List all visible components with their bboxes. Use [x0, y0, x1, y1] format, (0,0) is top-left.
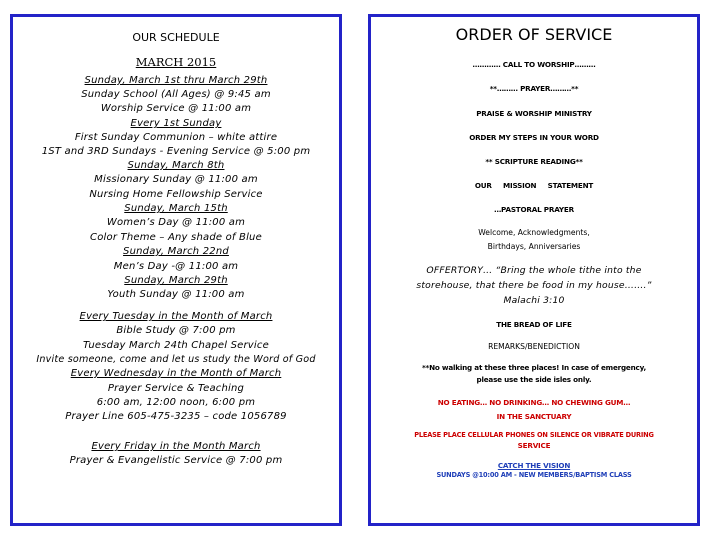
- schedule-line: First Sunday Communion – white attire: [74, 132, 278, 143]
- service-item: PRAISE & WORSHIP MINISTRY: [476, 109, 592, 118]
- class-schedule: SUNDAYS @10:00 AM - NEW MEMBERS/BAPTISM CLASS: [436, 471, 632, 479]
- schedule-line: Invite someone, come and let us study the Word of God: [36, 354, 316, 365]
- phone-notice: SERVICE: [517, 441, 551, 450]
- service-item: ORDER MY STEPS IN YOUR WORD: [469, 133, 599, 142]
- schedule-panel: [10, 14, 342, 526]
- schedule-month: MARCH 2015: [135, 55, 217, 69]
- schedule-line: Youth Sunday @ 11:00 am: [107, 289, 245, 300]
- schedule-line: Nursing Home Fellowship Service: [89, 189, 263, 200]
- schedule-line: Sunday, March 8th: [127, 160, 225, 171]
- notice-line: please use the side isles only.: [476, 375, 592, 384]
- schedule-line: Every Tuesday in the Month of March: [79, 311, 273, 322]
- schedule-heading: OUR SCHEDULE: [132, 31, 220, 44]
- service-item: …PASTORAL PRAYER: [494, 205, 574, 214]
- notice-red: IN THE SANCTUARY: [496, 412, 572, 421]
- schedule-line: Missionary Sunday @ 11:00 am: [94, 174, 258, 185]
- phone-notice: PLEASE PLACE CELLULAR PHONES ON SILENCE OR VIBRATE DURING: [414, 431, 654, 439]
- schedule-line: Prayer & Evangelistic Service @ 7:00 pm: [69, 455, 283, 466]
- schedule-line: Sunday, March 1st thru March 29th: [84, 75, 268, 86]
- schedule-line: Sunday, March 15th: [124, 203, 228, 214]
- schedule-line: Worship Service @ 11:00 am: [100, 103, 252, 114]
- schedule-line: Color Theme – Any shade of Blue: [90, 232, 262, 243]
- service-item: ………… CALL TO WORSHIP………: [472, 60, 596, 69]
- schedule-line: Bible Study @ 7:00 pm: [116, 325, 236, 336]
- service-item: REMARKS/BENEDICTION: [488, 342, 580, 351]
- notice-red: NO EATING… NO DRINKING… NO CHEWING GUM…: [437, 398, 631, 407]
- schedule-line: Sunday, March 22nd: [123, 246, 229, 257]
- service-item: ** SCRIPTURE READING**: [485, 157, 583, 166]
- order-heading: ORDER OF SERVICE: [455, 25, 613, 44]
- offertory-line: storehouse, that there be food in my house…….”: [416, 280, 652, 291]
- schedule-line: Sunday School (All Ages) @ 9:45 am: [81, 89, 271, 100]
- schedule-line: 1ST and 3RD Sundays - Evening Service @ 5:00 pm: [41, 146, 311, 157]
- schedule-line: 6:00 am, 12:00 noon, 6:00 pm: [96, 397, 256, 408]
- schedule-line: Every Wednesday in the Month of March: [70, 368, 282, 379]
- notice-line: **No walking at these three places! In case of emergency,: [421, 363, 647, 372]
- service-item: THE BREAD OF LIFE: [496, 320, 572, 329]
- schedule-line: Tuesday March 24th Chapel Service: [83, 340, 269, 351]
- schedule-line: Prayer Line 605-475-3235 – code 1056789: [65, 411, 287, 422]
- service-item: **……… PRAYER………**: [489, 84, 579, 93]
- service-item: Birthdays, Anniversaries: [487, 242, 581, 251]
- order-of-service-panel: [368, 14, 700, 526]
- offertory-line: OFFERTORY… “Bring the whole tithe into the: [426, 265, 642, 276]
- schedule-line: Every Friday in the Month March: [91, 441, 261, 452]
- schedule-line: Sunday, March 29th: [124, 275, 228, 286]
- schedule-line: Women’s Day @ 11:00 am: [106, 217, 246, 228]
- schedule-line: Every 1st Sunday: [130, 118, 222, 129]
- service-item: OUR MISSION STATEMENT: [474, 181, 594, 190]
- vision-link[interactable]: CATCH THE VISION: [497, 461, 571, 470]
- schedule-line: Prayer Service & Teaching: [107, 383, 245, 394]
- scripture-ref: Malachi 3:10: [503, 295, 565, 306]
- schedule-line: Men’s Day -@ 11:00 am: [113, 261, 239, 272]
- service-item: Welcome, Acknowledgments,: [478, 228, 590, 237]
